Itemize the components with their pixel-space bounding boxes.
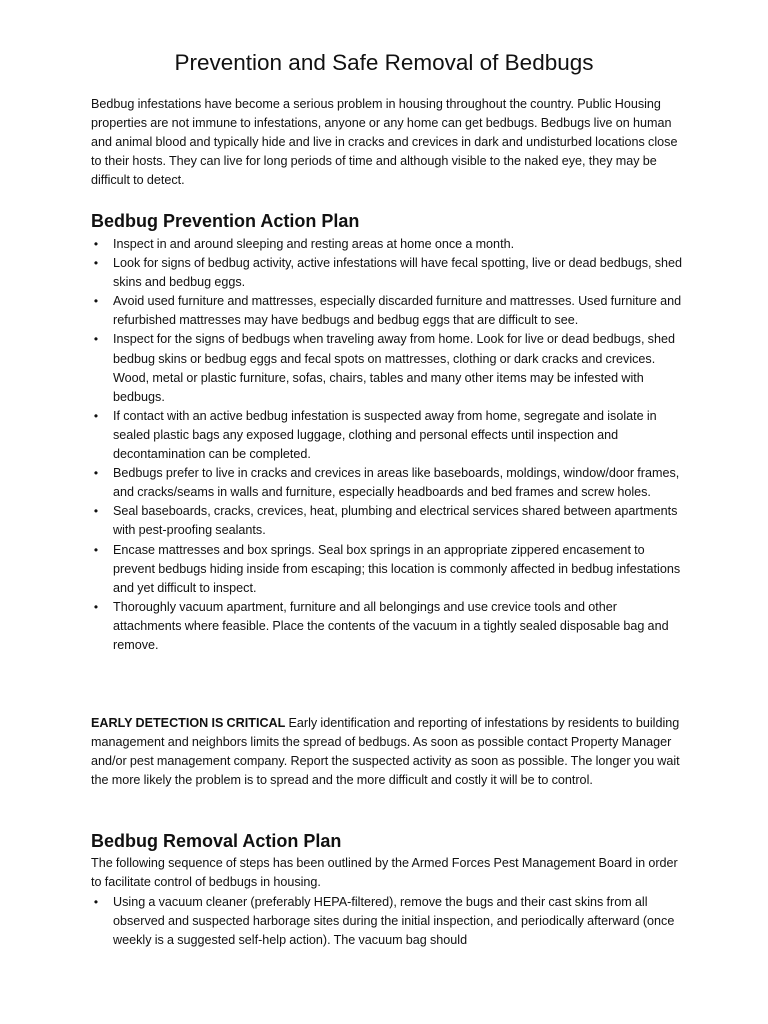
removal-list bbox=[91, 893, 685, 950]
bullet-icon: • bbox=[93, 504, 99, 519]
list-item bbox=[91, 893, 685, 950]
list-item bbox=[91, 598, 685, 655]
list-item bbox=[91, 541, 685, 598]
list-item bbox=[91, 464, 685, 502]
early-detection-paragraph bbox=[91, 714, 683, 790]
bullet-icon: • bbox=[93, 332, 99, 347]
intro-paragraph: Bedbug infestations have become a serious problem in housing throughout the country. Public Housing properties are not immune to infestations, anyone or any home can get bedbugs. Bedbugs live on human and animal blood and typically hide and live in cracks and crevices in dark and undisturbed locations close to their hosts. They can live for long periods of time and although visible to the naked eye, they may be difficult to detect. bbox=[91, 97, 678, 188]
bullet-icon: • bbox=[93, 542, 99, 557]
list-item-text: Thoroughly vacuum apartment, furniture and all belongings and use crevice tools and other attachments where feasible. Place the contents of the vacuum in a tightly sealed disposable bag and remove. bbox=[113, 599, 669, 652]
list-item-text: If contact with an active bedbug infestation is suspected away from home, segregate and isolate in sealed plastic bags any exposed luggage, clothing and personal effects until inspection and decontamination can be completed. bbox=[113, 408, 657, 462]
list-item-text: Look for signs of bedbug activity, active infestations will have fecal spotting, live or dead bedbugs, shed skins and bedbug eggs. bbox=[113, 256, 683, 290]
removal-intro: The following sequence of steps has been outlined by the Armed Forces Pest Management Board in order to facilitate control of bedbugs in housing. bbox=[91, 856, 678, 890]
list-item bbox=[91, 235, 685, 254]
list-item bbox=[91, 254, 685, 292]
bullet-icon: • bbox=[93, 237, 99, 251]
removal-heading: Bedbug Removal Action Plan bbox=[91, 831, 342, 851]
prevention-list bbox=[91, 235, 685, 655]
list-item bbox=[91, 502, 685, 540]
list-item bbox=[91, 407, 685, 464]
bullet-icon: • bbox=[93, 294, 99, 309]
list-item-text: Inspect in and around sleeping and resting areas at home once a month. bbox=[113, 237, 515, 251]
bullet-icon: • bbox=[93, 895, 99, 909]
bullet-icon: • bbox=[93, 408, 99, 423]
bullet-icon: • bbox=[93, 599, 99, 614]
early-detection-text: Early identification and reporting of infestations by residents to building management and neighbors limits the spread of bedbugs. As soon as possible contact Property Manager and/or pest management company. Report the suspected activity as soon as possible. The longer you wait the more likely the problem is to spread and the more difficult and costly it will be to control. bbox=[91, 716, 680, 788]
list-item-text: Using a vacuum cleaner (preferably HEPA-filtered), remove the bugs and their cast skins from all observed and suspected harborage sites during the initial inspection, and periodically afterward (once weekly is a suggested self-help action). The vacuum bag should bbox=[113, 895, 675, 948]
document-title: Prevention and Safe Removal of Bedbugs bbox=[174, 50, 594, 75]
list-item-text: Seal baseboards, cracks, crevices, heat, plumbing and electrical services shared between apartments with pest-proofing sealants. bbox=[113, 504, 678, 538]
prevention-heading: Bedbug Prevention Action Plan bbox=[91, 211, 360, 231]
list-item-text: Encase mattresses and box springs. Seal box springs in an appropriate zippered encasement to prevent bedbugs hiding inside from escaping; this location is commonly affected in bedbug infestations and yet difficult to inspect. bbox=[113, 542, 681, 595]
list-item bbox=[91, 292, 685, 330]
early-detection-lead: EARLY DETECTION IS CRITICAL bbox=[91, 716, 286, 730]
list-item-text: Bedbugs prefer to live in cracks and crevices in areas like baseboards, moldings, window/door frames, and cracks/seams in walls and furniture, especially headboards and bed frames and screw holes. bbox=[113, 466, 680, 500]
bullet-icon: • bbox=[93, 466, 99, 481]
list-item-text: Inspect for the signs of bedbugs when traveling away from home. Look for live or dead bedbugs, shed bedbug skins or bedbug eggs and fecal spots on mattresses, clothing or dark cracks and crevices. Wood, metal or plastic furniture, sofas, chairs, tables and many other items may be infested with bedbugs. bbox=[113, 332, 675, 404]
bullet-icon: • bbox=[93, 256, 99, 271]
list-item bbox=[91, 330, 685, 406]
list-item-text: Avoid used furniture and mattresses, especially discarded furniture and mattresses. Used furniture and refurbished mattresses may have bedbugs and bedbug eggs that are difficult to see. bbox=[113, 294, 682, 328]
